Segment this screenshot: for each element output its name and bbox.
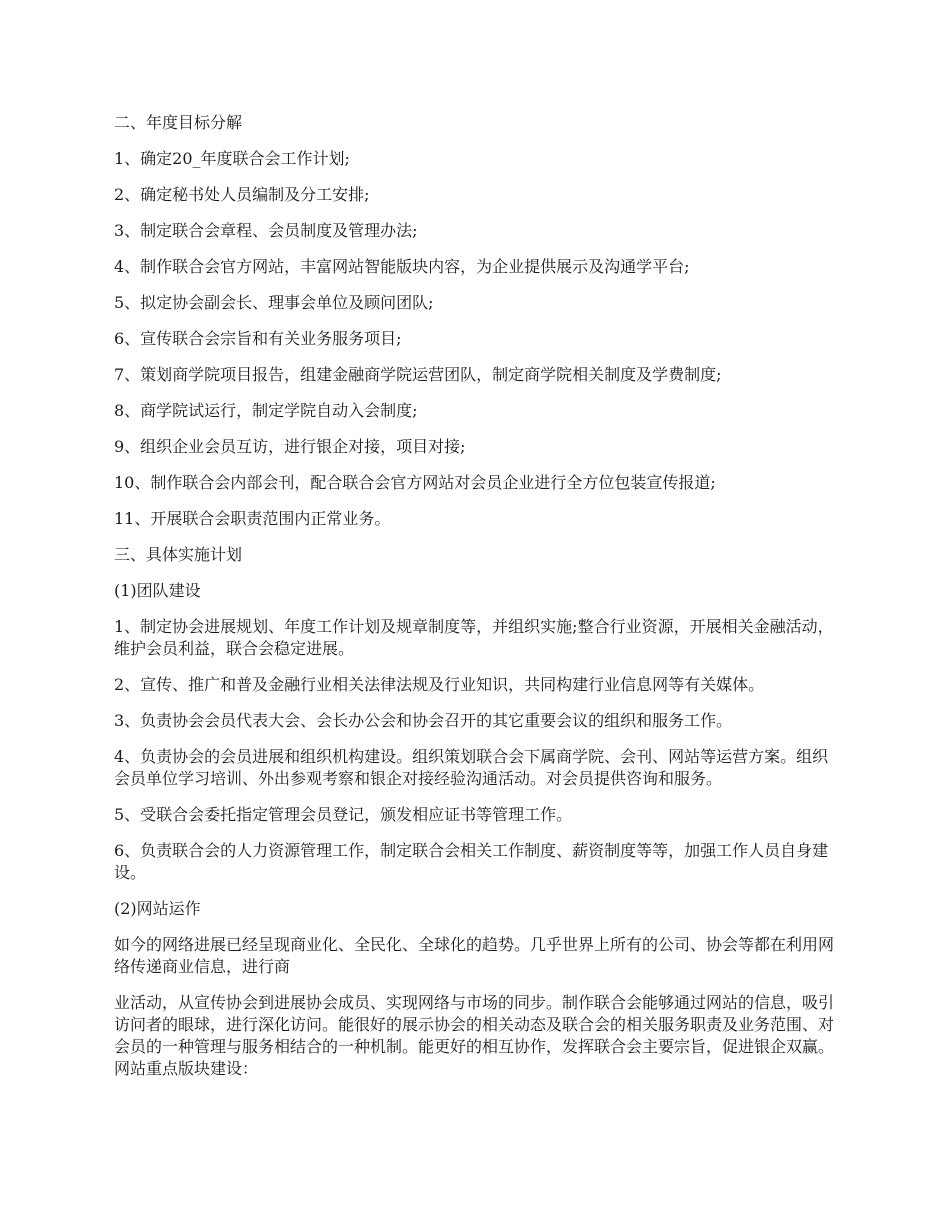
document-body: [114, 112, 839, 1094]
website-paragraph-1: 如今的网络进展已经呈现商业化、全民化、全球化的趋势。几乎世界上所有的公司、协会等都在利用网络传递商业信息，进行商: [114, 935, 835, 976]
section-heading-annual-goals: 二、年度目标分解: [114, 113, 243, 132]
section-heading-implementation-plan: 三、具体实施计划: [114, 545, 243, 564]
website-paragraph-2: 业活动，从宣传协会到进展协会成员、实现网络与市场的同步。制作联合会能够通过网站的信息，吸引访问者的眼球，进行深化访问。能很好的展示协会的相关动态及联合会的相关服务职责及业务范围、对会员的一种管理与服务相结合的一种机制。能更好的相互协作，发挥联合会主要宗旨，促进银企双赢。网站重点版块建设：: [114, 993, 835, 1078]
subheading-team-building: (1)团队建设: [114, 581, 201, 600]
goal-item-10: 10、制作联合会内部会刊，配合联合会官方网站对会员企业进行全方位包装宣传报道;: [114, 473, 716, 492]
goal-item-5: 5、拟定协会副会长、理事会单位及顾问团队;: [114, 293, 434, 312]
goal-item-7: 7、策划商学院项目报告，组建金融商学院运营团队，制定商学院相关制度及学费制度;: [114, 365, 722, 384]
team-item-3: 3、负责协会会员代表大会、会长办公会和协会召开的其它重要会议的组织和服务工作。: [114, 711, 733, 730]
goal-item-1: 1、确定20_年度联合会工作计划;: [114, 149, 350, 168]
goal-item-3: 3、制定联合会章程、会员制度及管理办法;: [114, 221, 418, 240]
goal-item-4: 4、制作联合会官方网站，丰富网站智能版块内容，为企业提供展示及沟通学平台;: [114, 257, 690, 276]
goal-item-9: 9、组织企业会员互访，进行银企对接，项目对接;: [114, 437, 466, 456]
team-item-2: 2、宣传、推广和普及金融行业相关法律法规及行业知识，共同构建行业信息网等有关媒体。: [114, 675, 765, 694]
team-item-5: 5、受联合会委托指定管理会员登记，颁发相应证书等管理工作。: [114, 805, 573, 824]
subheading-website-operation: (2)网站运作: [114, 899, 201, 918]
goal-item-8: 8、商学院试运行，制定学院自动入会制度;: [114, 401, 418, 420]
goal-item-6: 6、宣传联合会宗旨和有关业务服务项目;: [114, 329, 402, 348]
goal-item-2: 2、确定秘书处人员编制及分工安排;: [114, 185, 370, 204]
team-item-4: 4、负责协会的会员进展和组织机构建设。组织策划联合会下属商学院、会刊、网站等运营方案。组织会员单位学习培训、外出参观考察和银企对接经验沟通活动。对会员提供咨询和服务。: [114, 747, 829, 788]
goal-item-11: 11、开展联合会职责范围内正常业务。: [114, 509, 391, 528]
team-item-1: 1、制定协会进展规划、年度工作计划及规章制度等，并组织实施;整合行业资源，开展相关金融活动，维护会员利益，联合会稳定进展。: [114, 617, 834, 658]
team-item-6: 6、负责联合会的人力资源管理工作，制定联合会相关工作制度、薪资制度等等，加强工作人员自身建设。: [114, 841, 829, 882]
